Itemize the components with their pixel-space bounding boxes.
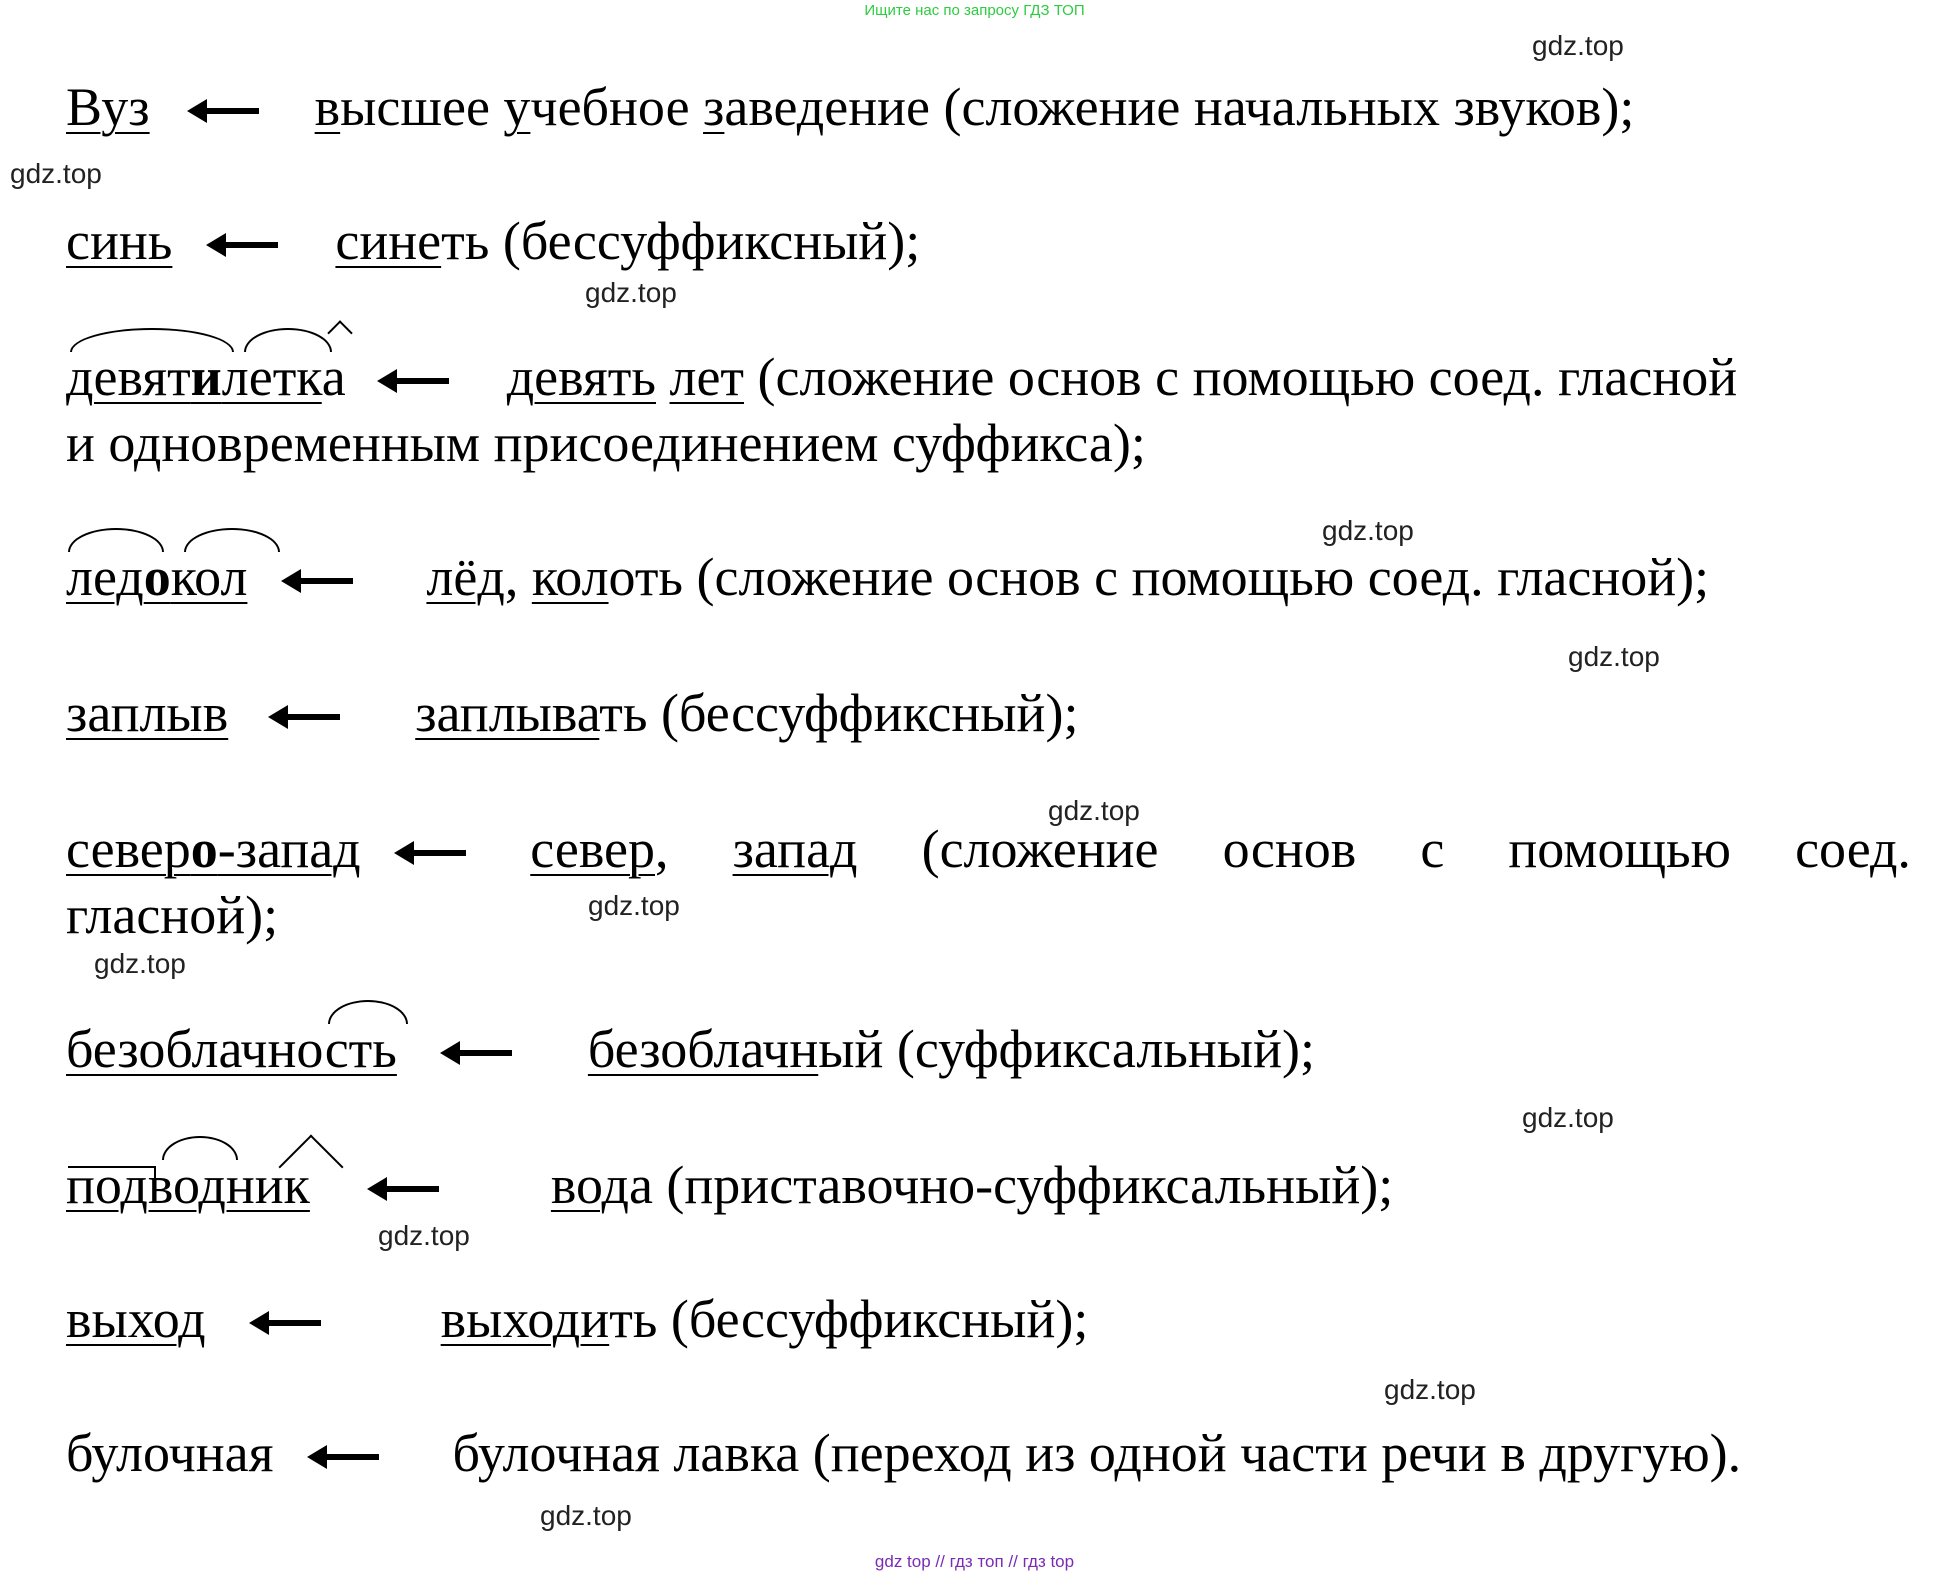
arrow-left-icon xyxy=(297,578,353,584)
source-text: (сложение основ с помощью соед. гласной xyxy=(744,347,1738,407)
watermark: gdz.top xyxy=(585,277,677,308)
source-text: , xyxy=(504,547,532,607)
watermark: gdz.top xyxy=(1532,30,1624,61)
watermark: gdz.top xyxy=(1568,641,1660,672)
entry-podvodnik xyxy=(66,1152,1393,1218)
arrow-left-icon xyxy=(284,714,340,720)
source-letter: з xyxy=(703,77,725,137)
source-text: а (приставочно-суффиксальный); xyxy=(628,1155,1394,1215)
arrow-left-icon xyxy=(410,850,466,856)
derived-word: северо-запад xyxy=(66,819,361,879)
derived-word: безоблачность xyxy=(66,1016,397,1082)
watermark: gdz.top xyxy=(1522,1102,1614,1133)
source-letter: у xyxy=(503,77,531,137)
source-word: запад xyxy=(732,819,858,879)
source-stem: заплыва xyxy=(415,683,600,743)
source-word: кол xyxy=(531,547,609,607)
watermark: gdz.top xyxy=(378,1220,470,1251)
derived-word: заплыв xyxy=(66,683,229,743)
footer-links[interactable]: gdz top // гдз топ // гдз top xyxy=(874,1552,1075,1571)
source-text: ысшее xyxy=(340,77,504,137)
watermark: gdz.top xyxy=(1322,515,1414,546)
arrow-left-icon xyxy=(456,1050,512,1056)
entry-bezoblachnost xyxy=(66,1016,1315,1082)
entry-devyatiletka-cont xyxy=(66,410,1146,476)
arrow-left-icon xyxy=(222,242,278,248)
source-text: ть (бессуффиксный); xyxy=(599,683,1079,743)
watermark: gdz.top xyxy=(10,158,102,189)
entry-vuz xyxy=(66,74,1634,140)
source-text: аведение (сложение начальных звуков); xyxy=(724,77,1635,137)
entry-severo-zapad: северо-запад север, запад (сложение основ с помощью соед. xyxy=(66,816,1911,882)
entry-ledokol xyxy=(66,544,1709,610)
source-word: лёд xyxy=(426,547,505,607)
source-text: помощью xyxy=(1508,819,1731,879)
watermark: gdz.top xyxy=(94,948,186,979)
arrow-left-icon xyxy=(323,1454,379,1460)
source-text: соед. xyxy=(1795,819,1911,879)
top-banner[interactable]: Ищите нас по запросу ГДЗ ТОП xyxy=(864,2,1085,19)
watermark: gdz.top xyxy=(588,890,680,921)
derived-word: ледокол xyxy=(66,544,247,610)
source-word: девять xyxy=(506,347,656,407)
derived-word: выход xyxy=(66,1289,206,1349)
source-word: лет xyxy=(669,347,745,407)
source-text: (сложение xyxy=(921,819,1159,879)
arrow-left-icon xyxy=(265,1320,321,1326)
derived-word: подводник xyxy=(66,1152,310,1218)
entry-devyatiletka xyxy=(66,344,1737,410)
source-stem: сине xyxy=(335,211,442,271)
arrow-left-icon xyxy=(203,108,259,114)
source-text: оть (сложение основ с помощью соед. гласной); xyxy=(608,547,1710,607)
source-text: основ xyxy=(1222,819,1357,879)
source-stem: выходи xyxy=(440,1289,610,1349)
derived-word: синь xyxy=(66,211,173,271)
entry-bulochnaya xyxy=(66,1420,1741,1486)
watermark: gdz.top xyxy=(1384,1374,1476,1405)
entry-zaplyv xyxy=(66,680,1078,746)
source-stem: безоблачн xyxy=(587,1019,819,1079)
entry-vykhod xyxy=(66,1286,1088,1352)
source-text: ый (суффиксальный); xyxy=(818,1019,1315,1079)
arrow-left-icon xyxy=(393,378,449,384)
source-letter: в xyxy=(314,77,341,137)
source-text: булочная лавка (переход из одной части речи в другую). xyxy=(452,1423,1742,1483)
source-text: гласной); xyxy=(66,885,279,945)
source-word: север xyxy=(530,819,655,879)
entry-severo-zapad-cont xyxy=(66,882,278,948)
prefix-box-mark xyxy=(68,1166,156,1180)
suffix-caret-mark xyxy=(327,320,352,345)
watermark: gdz.top xyxy=(1048,795,1140,826)
source-stem: вод xyxy=(550,1155,629,1215)
source-text: и одновременным присоединением суффикса); xyxy=(66,413,1146,473)
source-text: ть (бессуффиксный); xyxy=(609,1289,1089,1349)
source-text: ть (бессуффиксный); xyxy=(441,211,921,271)
derived-word: Вуз xyxy=(66,77,150,137)
watermark: gdz.top xyxy=(540,1500,632,1531)
derived-word: булочная xyxy=(66,1423,274,1483)
source-text: чебное xyxy=(530,77,704,137)
derived-word: девятилетка xyxy=(66,344,346,410)
entry-sin xyxy=(66,208,920,274)
arrow-left-icon xyxy=(383,1186,439,1192)
source-text: с xyxy=(1420,819,1445,879)
